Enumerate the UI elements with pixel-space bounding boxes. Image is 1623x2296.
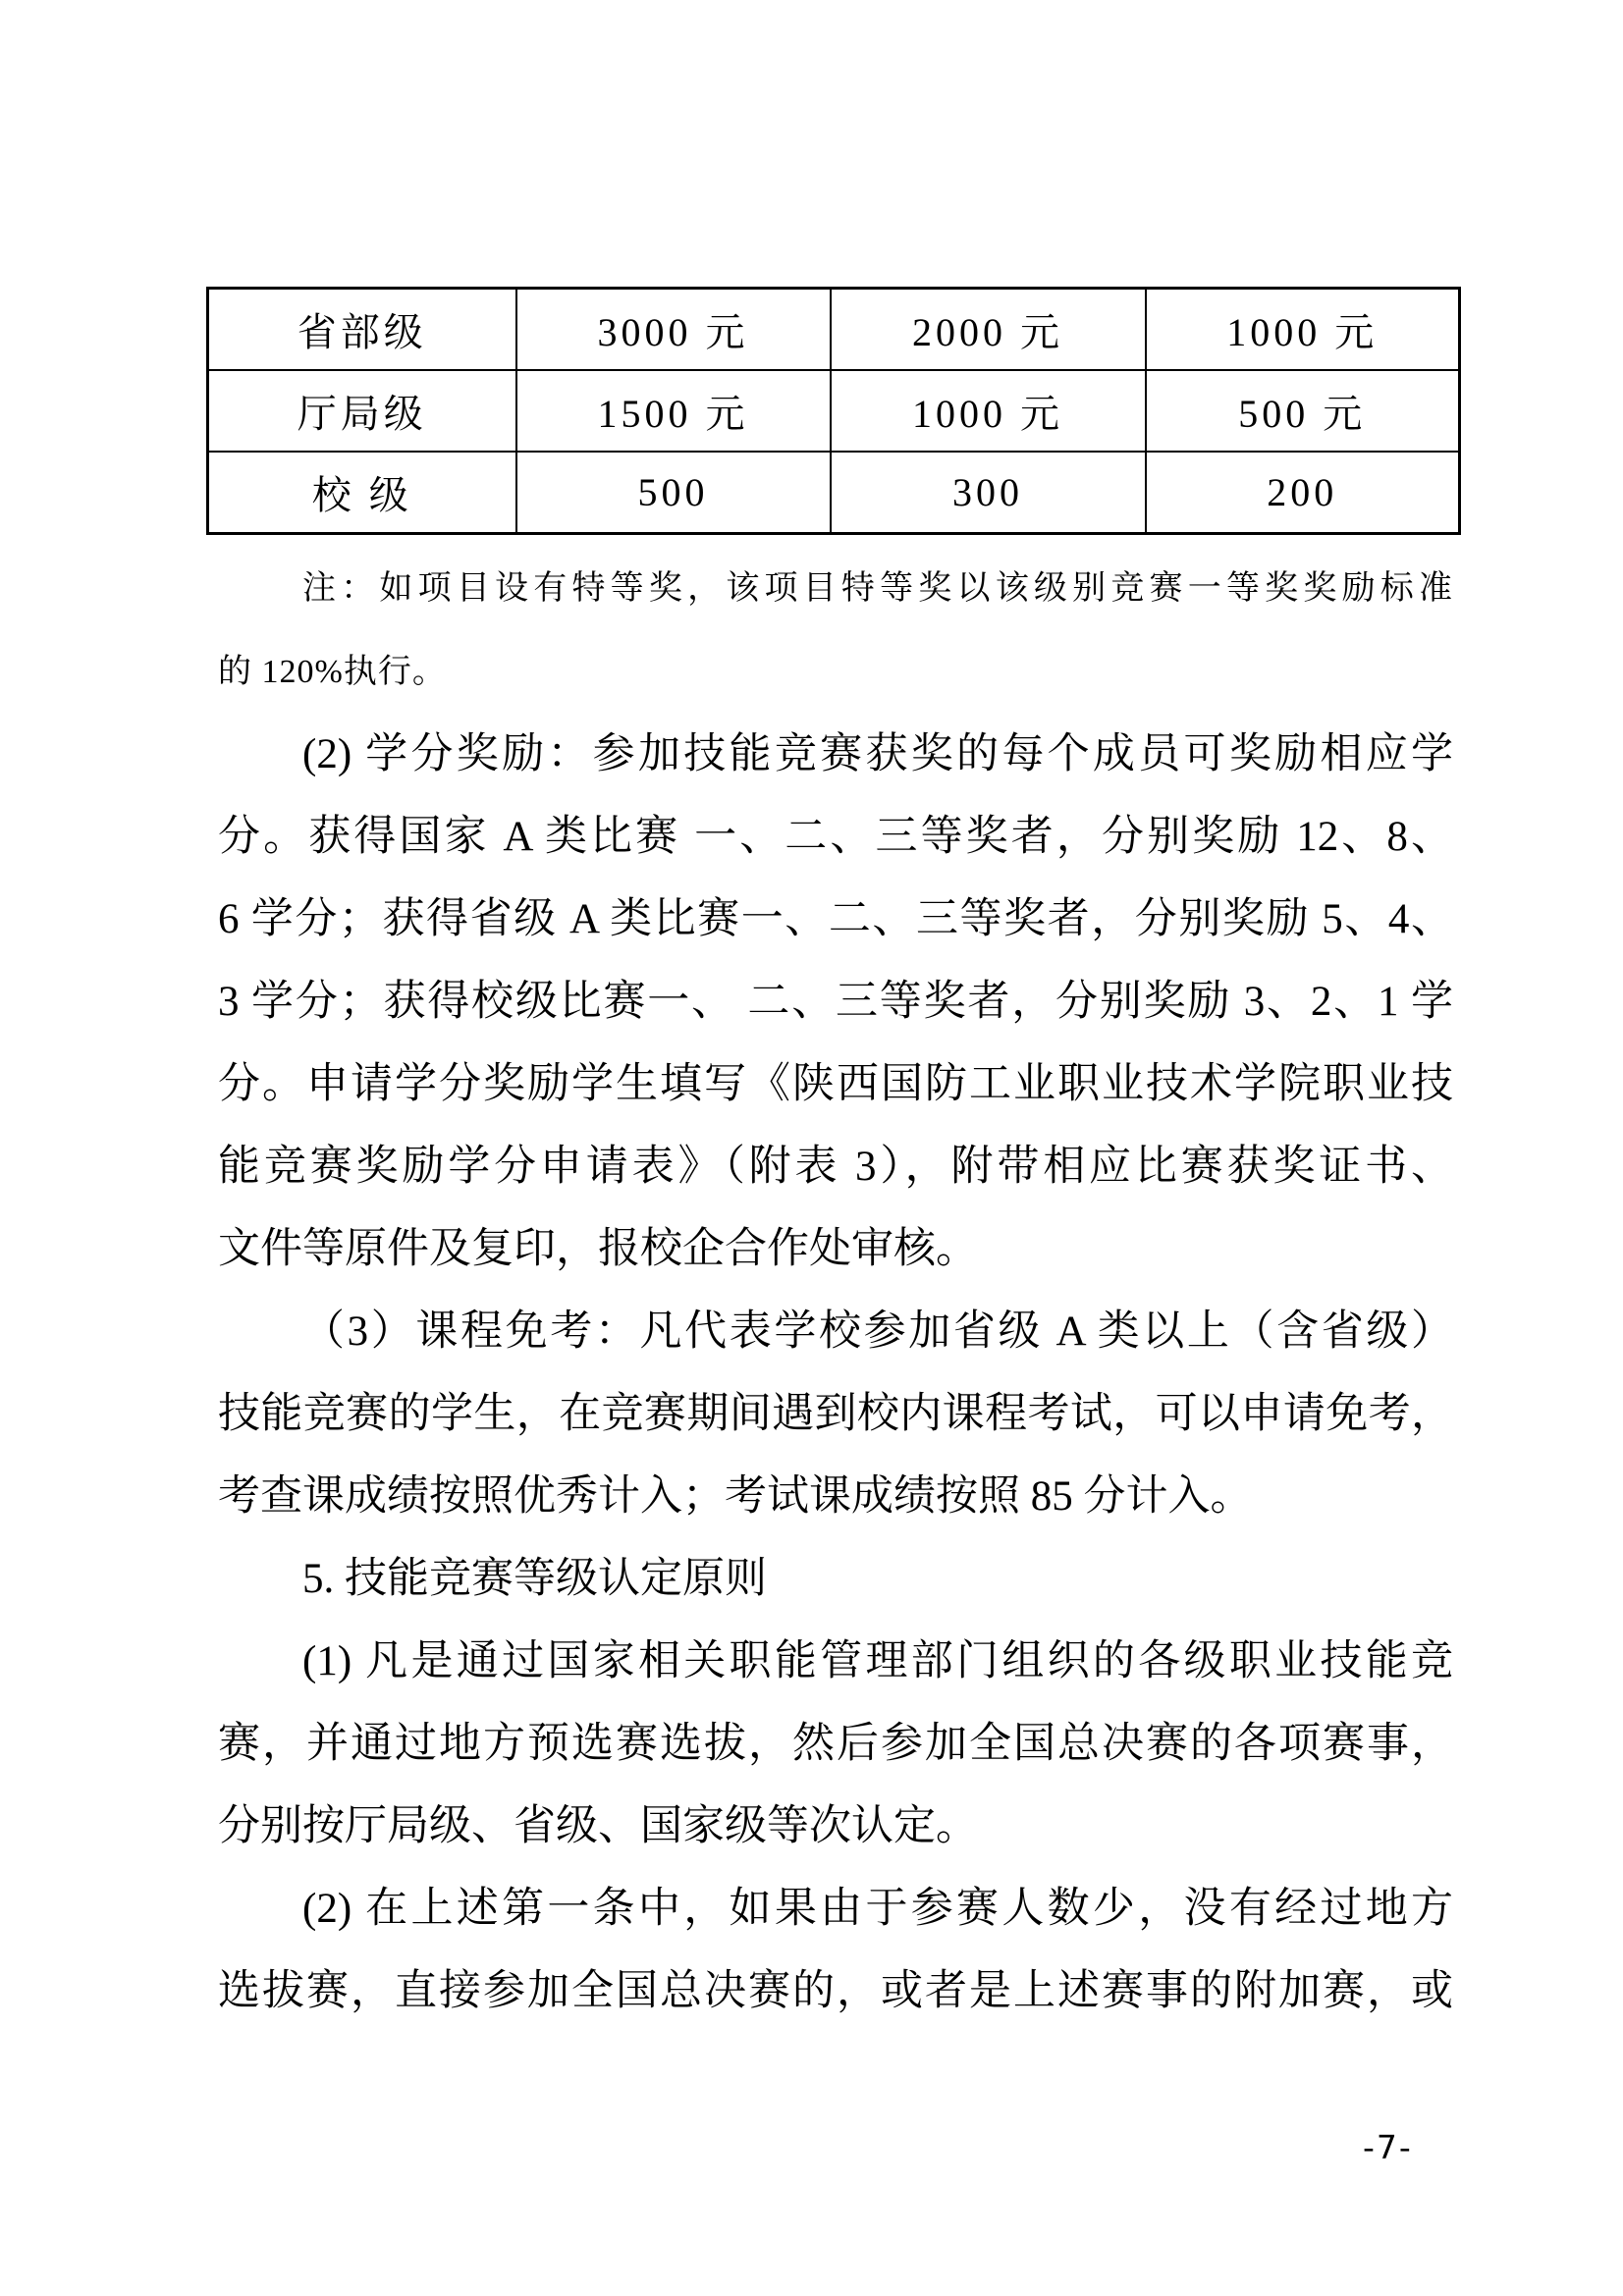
note-line: 注：如项目设有特等奖，该项目特等奖以该级别竞赛一等奖奖励标准 bbox=[302, 570, 1453, 607]
body-line: 文件等原件及复印，报校企合作处审核。 bbox=[218, 1226, 978, 1272]
body-line: 分别按厅局级、省级、国家级等次认定。 bbox=[218, 1803, 978, 1849]
second-prize-cell: 1000 元 bbox=[831, 370, 1146, 452]
level-cell: 厅局级 bbox=[208, 370, 516, 452]
page-number: -7- bbox=[1363, 2128, 1413, 2166]
body-line: (2) 在上述第一条中，如果由于参赛人数少，没有经过地方 bbox=[302, 1886, 1453, 1932]
second-prize-cell: 300 bbox=[831, 452, 1146, 534]
heading-line: 5. 技能竞赛等级认定原则 bbox=[302, 1556, 767, 1602]
body-line: 分。申请学分奖励学生填写《陕西国防工业职业技术学院职业技 bbox=[218, 1061, 1453, 1107]
body-line: 技能竞赛的学生，在竞赛期间遇到校内课程考试，可以申请免考， bbox=[218, 1391, 1453, 1437]
paragraph-recognition-rule-1 bbox=[218, 1621, 1453, 1868]
body-line: 能竞赛奖励学分申请表》（附表 3），附带相应比赛获奖证书、 bbox=[218, 1144, 1453, 1190]
first-prize-cell: 1500 元 bbox=[516, 370, 831, 452]
paragraph-exam-exemption bbox=[218, 1291, 1453, 1538]
paragraph-recognition-rule-2 bbox=[218, 1868, 1453, 2033]
reward-table bbox=[206, 287, 1461, 535]
body-line: 3 学分；获得校级比赛一、 二、三等奖者，分别奖励 3、2、1 学 bbox=[218, 979, 1453, 1025]
section-heading-5 bbox=[218, 1538, 1453, 1621]
third-prize-cell: 200 bbox=[1146, 452, 1460, 534]
body-line: (1) 凡是通过国家相关职能管理部门组织的各级职业技能竞 bbox=[302, 1638, 1453, 1684]
table-row bbox=[208, 370, 1460, 452]
third-prize-cell: 500 元 bbox=[1146, 370, 1460, 452]
third-prize-cell: 1000 元 bbox=[1146, 289, 1460, 371]
first-prize-cell: 500 bbox=[516, 452, 831, 534]
body-line: 6 学分；获得省级 A 类比赛一、二、三等奖者，分别奖励 5、4、 bbox=[218, 896, 1453, 942]
level-cell: 校 级 bbox=[208, 452, 516, 534]
body-line: 选拔赛，直接参加全国总决赛的，或者是上述赛事的附加赛，或 bbox=[218, 1968, 1453, 2014]
body-line: 分。获得国家 A 类比赛 一、二、三等奖者，分别奖励 12、8、 bbox=[218, 814, 1453, 860]
second-prize-cell: 2000 元 bbox=[831, 289, 1146, 371]
document-body bbox=[218, 547, 1453, 2033]
body-line: (2) 学分奖励：参加技能竞赛获奖的每个成员可奖励相应学 bbox=[302, 731, 1453, 777]
level-cell: 省部级 bbox=[208, 289, 516, 371]
paragraph-credit-reward bbox=[218, 714, 1453, 1291]
body-line: （3）课程免考：凡代表学校参加省级 A 类以上（含省级） bbox=[302, 1308, 1453, 1355]
note-line: 的 120%执行。 bbox=[218, 654, 447, 690]
body-line: 赛，并通过地方预选赛选拔，然后参加全国总决赛的各项赛事， bbox=[218, 1721, 1453, 1767]
table-row bbox=[208, 289, 1460, 371]
table-row bbox=[208, 452, 1460, 534]
table-note bbox=[218, 547, 1453, 714]
body-line: 考查课成绩按照优秀计入；考试课成绩按照 85 分计入。 bbox=[218, 1473, 1253, 1520]
first-prize-cell: 3000 元 bbox=[516, 289, 831, 371]
